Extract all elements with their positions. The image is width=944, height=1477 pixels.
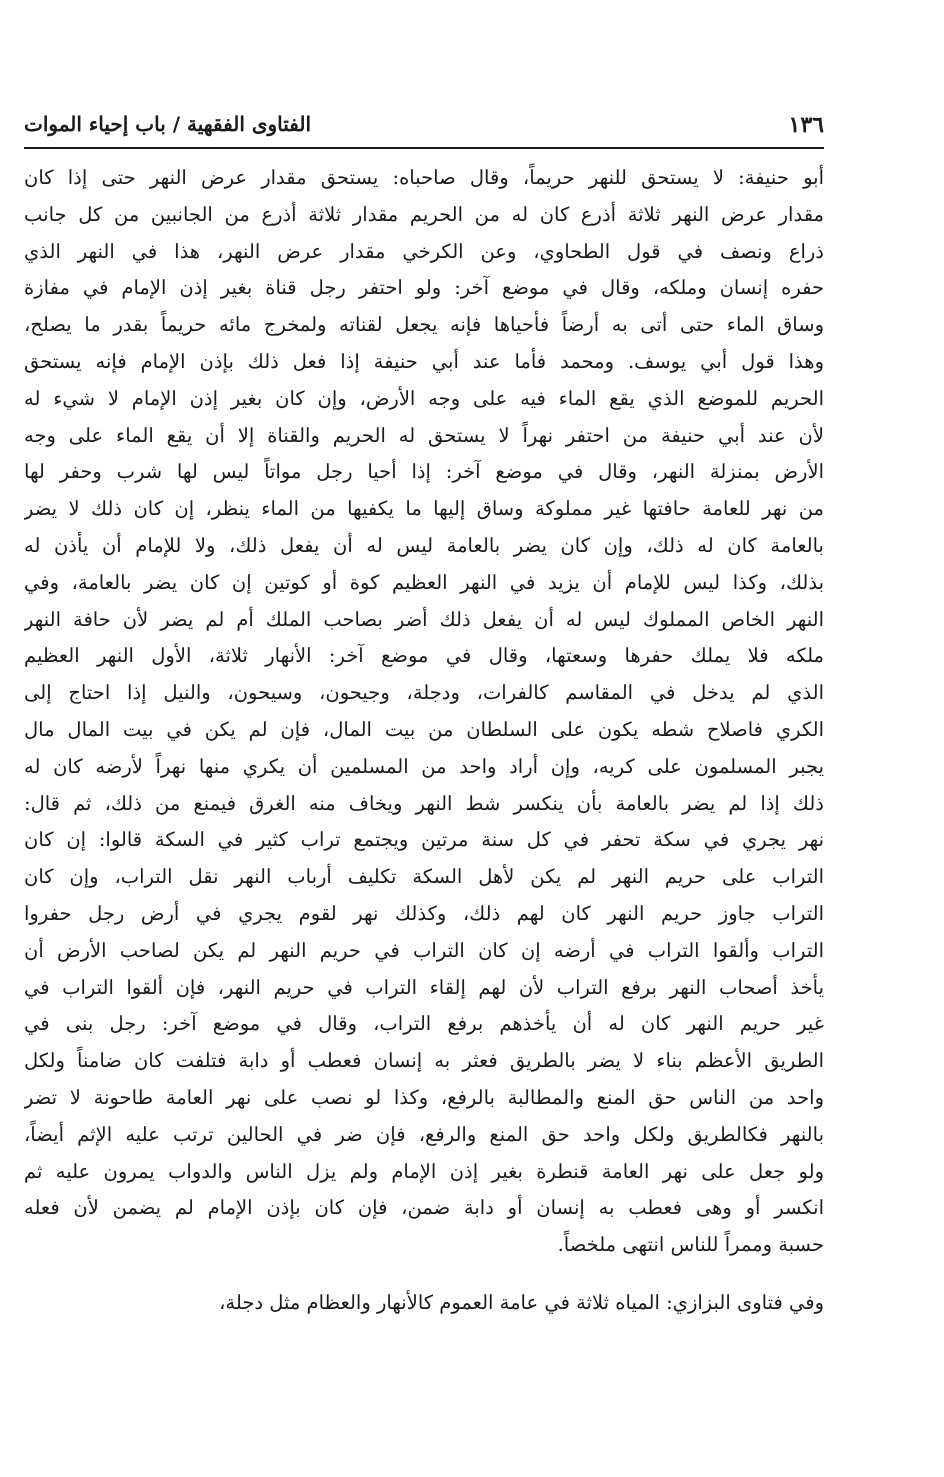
text-line-last: حسبة وممراً للناس انتهى ملخصاً. xyxy=(557,1233,824,1257)
text-line: التراب على حريم النهر لم يكن لأهل السكة تكليف أرباب النهر نقل التراب، وإن كان xyxy=(24,865,824,889)
text-line: حفره إنسان وملكه، وقال في موضع آخر: ولو احتفر رجل قناة بغير إذن الإمام في مفازة xyxy=(24,276,824,300)
text-line: ذراع ونصف في قول الطحاوي، وعن الكرخي مقدار عرض النهر، هذا في النهر الذي xyxy=(24,239,824,263)
running-title: الفتاوى الفقهية / باب إحياء الموات xyxy=(24,112,312,136)
text-line: الكري فاصلاح شطه يكون على السلطان من بيت المال، فإن لم يكن في بيت المال مال xyxy=(24,717,824,741)
text-line: غير حريم النهر كان له أن يأخذهم برفع التراب، وقال في موضع آخر: رجل بنى في xyxy=(24,1012,824,1036)
text-line: بذلك، وكذا ليس للإمام أن يزيد في النهر العظيم كوة أو كوتين إن كان يضر بالعامة، وفي xyxy=(24,570,824,594)
text-line: الذي لم يدخل في المقاسم كالفرات، ودجلة، وجيحون، وسيحون، والنيل إذا احتاج إلى xyxy=(24,681,824,705)
text-line: أبو حنيفة: لا يستحق للنهر حريماً، وقال صاحباه: يستحق مقدار عرض النهر حتى إذا كان xyxy=(24,166,824,189)
text-line: بالنهر فكالطريق ولكل واحد حق المنع والرفع، فإن ضر في الحالين ترتب عليه الإثم أيضاً، xyxy=(24,1122,824,1146)
next-paragraph xyxy=(24,1285,824,1322)
main-text xyxy=(24,160,824,1264)
text-line: الحريم للموضع الذي يقع الماء فيه على وجه الأرض، وإن كان بغير إذن الإمام لا شيء له xyxy=(24,386,824,410)
text-line: النهر الخاص المملوك ليس له أن يفعل ذلك أضر بصاحب الملك أم لم يضر لأن حافة النهر xyxy=(24,607,824,631)
page-number: ١٣٦ xyxy=(788,112,824,138)
text-line: ولو جعل على نهر العامة قنطرة بغير إذن الإمام ولم يزل الناس والدواب يمرون عليه ثم xyxy=(24,1159,824,1183)
text-line: من نهر للعامة حافتها غير مملوكة وساق إليها ما يكفيها من الماء ينظر، إن كان ذلك لا يضر xyxy=(24,497,824,521)
text-line: يأخذ أصحاب النهر برفع التراب لأن لهم إلقاء التراب في حريم النهر، فإن ألقوا التراب في xyxy=(24,975,824,999)
text-line: يجبر المسلمون على كريه، وإن أراد واحد من المسلمين أن يكري منها نهراً لأرضه كان له xyxy=(24,754,824,778)
text-line: ملكه فلا يملك حفرها وسعتها، وقال في موضع آخر: الأنهار ثلاثة، الأول النهر العظيم xyxy=(24,644,824,668)
header-rule xyxy=(24,147,824,149)
text-line: الطريق الأعظم بناء لا يضر بالطريق فعثر به إنسان فعطب أو دابة فتلفت كان ضامناً ولكل xyxy=(24,1049,824,1073)
text-line: وساق الماء حتى أتى به أرضاً فأحياها فإنه يجعل لقناته ولمخرج مائه حريماً بقدر ما يصلح، xyxy=(24,313,824,337)
text-line: انكسر أو وهى فعطب به إنسان أو دابة ضمن، فإن كان بإذن الإمام لم يضمن لأن فعله xyxy=(24,1196,824,1220)
text-line: وفي فتاوى البزازي: المياه ثلاثة في عامة العموم كالأنهار والعظام مثل دجلة، xyxy=(219,1291,824,1314)
text-line: واحد من الناس حق المنع والمطالبة بالرفع، وكذا لو نصب على نهر العامة طاحونة لا تضر xyxy=(24,1085,824,1109)
text-line: التراب وألقوا التراب في أرضه إن كان التراب في حريم النهر لم يكن لصاحب الأرض أن xyxy=(24,938,824,962)
text-line: لأن عند أبي حنيفة من احتفر نهراً لا يستحق له الحريم والقناة إلا أن يقع الماء على وجه xyxy=(24,423,824,447)
text-line: نهر يجري في سكة تحفر في كل سنة مرتين ويجتمع تراب كثير في السكة قالوا: إن كان xyxy=(24,828,824,852)
text-line: وهذا قول أبي يوسف. ومحمد فأما عند أبي حنيفة إذا فعل ذلك بإذن الإمام فإنه يستحق xyxy=(24,349,824,373)
page-header xyxy=(24,108,824,144)
text-line: مقدار عرض النهر ثلاثة أذرع كان له من الحريم مقدار ثلاثة أذرع من الجانبين من كل جانب xyxy=(24,202,824,226)
text-line: الأرض بمنزلة النهر، وقال في موضع آخر: إذا أحيا رجل مواتاً ليس لها شرب وحفر لها xyxy=(24,460,824,484)
text-line: بالعامة كان له ذلك، وإن كان يضر بالعامة ليس له أن يفعل ذلك، ولا للإمام أن يأذن له xyxy=(24,533,824,557)
text-line: التراب جاوز حريم النهر كان لهم ذلك، وكذلك نهر لقوم يجري في أرض رجل حفروا xyxy=(24,901,824,925)
text-line: ذلك إذا لم يضر بالعامة بأن ينكسر شط النهر ويخاف منه الغرق فيمنع من ذلك، ثم قال: xyxy=(24,791,824,815)
